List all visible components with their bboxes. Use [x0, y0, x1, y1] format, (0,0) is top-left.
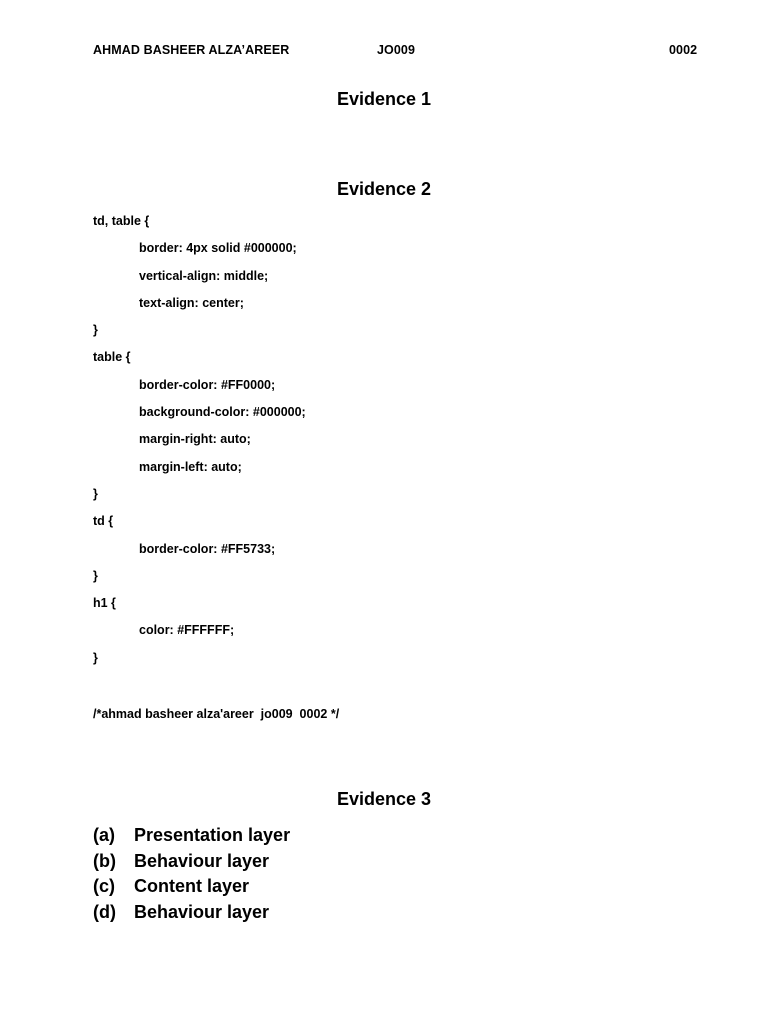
header-number: 0002 — [669, 43, 698, 57]
answer-marker: (a) — [93, 825, 115, 845]
code-comment: /*ahmad basheer alza'areer jo009 0002 */ — [93, 707, 340, 721]
evidence-3-heading: Evidence 3 — [336, 789, 432, 809]
answer-marker: (c) — [93, 876, 115, 896]
code-line: } — [93, 486, 98, 501]
header-student-name: AHMAD BASHEER ALZA’AREER — [93, 43, 290, 57]
list-item — [93, 850, 290, 876]
code-line: h1 { — [93, 596, 116, 611]
code-line: td { — [93, 514, 114, 529]
code-line: } — [93, 650, 98, 665]
code-line: } — [93, 568, 98, 583]
code-line: border-color: #FF0000; — [139, 377, 276, 392]
list-item — [93, 824, 290, 850]
code-line: text-align: center; — [139, 295, 244, 310]
answer-text: Presentation layer — [134, 825, 291, 845]
answer-marker: (d) — [93, 901, 116, 922]
answer-text: Behaviour layer — [134, 901, 270, 922]
answer-text: Content layer — [134, 876, 250, 896]
evidence-2-heading: Evidence 2 — [336, 179, 432, 199]
list-item — [93, 875, 290, 901]
header-student-code: JO009 — [377, 43, 416, 57]
code-line: vertical-align: middle; — [139, 268, 269, 283]
answer-text: Behaviour layer — [134, 850, 270, 871]
code-line: border: 4px solid #000000; — [139, 241, 297, 256]
code-line: background-color: #000000; — [139, 405, 306, 420]
css-code-block — [93, 213, 306, 677]
code-line: } — [93, 323, 98, 338]
code-line: margin-left: auto; — [139, 459, 242, 474]
evidence-1-heading: Evidence 1 — [336, 89, 432, 109]
code-line: margin-right: auto; — [139, 432, 251, 447]
list-item — [93, 901, 290, 927]
answer-marker: (b) — [93, 850, 116, 871]
code-line: td, table { — [93, 214, 150, 228]
code-line: table { — [93, 350, 131, 365]
code-line: border-color: #FF5733; — [139, 541, 276, 556]
answer-list — [93, 824, 290, 926]
code-line: color: #FFFFFF; — [139, 623, 235, 638]
